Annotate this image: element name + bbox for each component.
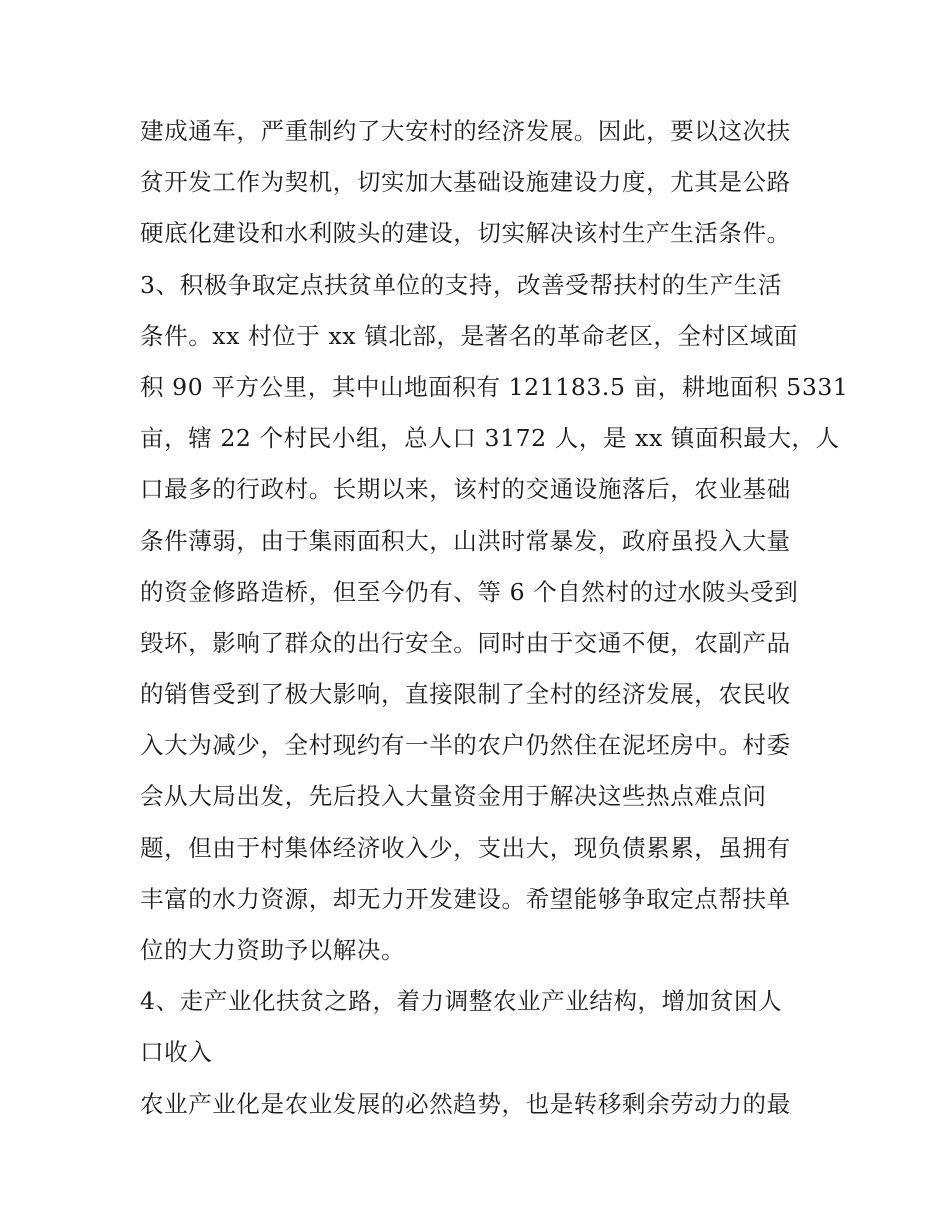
text-line: 位的大力资助予以解决。 — [140, 936, 406, 964]
text-line: 的销售受到了极大影响，直接限制了全村的经济发展，农民收 — [140, 680, 791, 709]
section-heading-3: 3、积极争取定点扶贫单位的支持，改善受帮扶村的生产生活 — [140, 270, 783, 299]
text-line: 贫开发工作为契机，切实加大基础设施建设力度，尤其是公路 — [140, 168, 791, 197]
text-line: 建成通车，严重制约了大安村的经济发展。因此，要以这次扶 — [140, 117, 791, 145]
text-line: 会从大局出发，先后投入大量资金用于解决这些热点难点问 — [140, 782, 767, 811]
section-heading-4: 4、走产业化扶贫之路，着力调整农业产业结构，增加贫困人 — [140, 987, 783, 1016]
text-line: 亩，辖 22 个村民小组，总人口 3172 人，是 xx 镇面积最大，人 — [140, 424, 840, 453]
body-text — [140, 106, 849, 1130]
text-line: 条件。xx 村位于 xx 镇北部，是著名的革命老区，全村区域面 — [140, 321, 799, 350]
text-line: 的资金修路造桥，但至今仍有、等 6 个自然村的过水陂头受到 — [140, 577, 799, 606]
text-line: 条件薄弱，由于集雨面积大，山洪时常暴发，政府虽投入大量 — [140, 526, 791, 555]
text-line: 硬底化建设和水利陂头的建设，切实解决该村生产生活条件。 — [140, 219, 791, 248]
text-line: 口最多的行政村。长期以来，该村的交通设施落后，农业基础 — [140, 475, 791, 504]
section-heading-4-cont: 口收入 — [140, 1038, 213, 1067]
text-line: 农业产业化是农业发展的必然趋势，也是转移剩余劳动力的最 — [140, 1089, 791, 1118]
text-line: 题，但由于村集体经济收入少，支出大，现负债累累，虽拥有 — [140, 833, 791, 862]
text-line: 毁坏，影响了群众的出行安全。同时由于交通不便，农副产品 — [140, 628, 791, 657]
text-line: 入大为减少，全村现约有一半的农户仍然住在泥坯房中。村委 — [140, 731, 791, 760]
text-line: 丰富的水力资源，却无力开发建设。希望能够争取定点帮扶单 — [140, 884, 791, 913]
text-line: 积 90 平方公里，其中山地面积有 121183.5 亩，耕地面积 5331 — [140, 372, 849, 401]
